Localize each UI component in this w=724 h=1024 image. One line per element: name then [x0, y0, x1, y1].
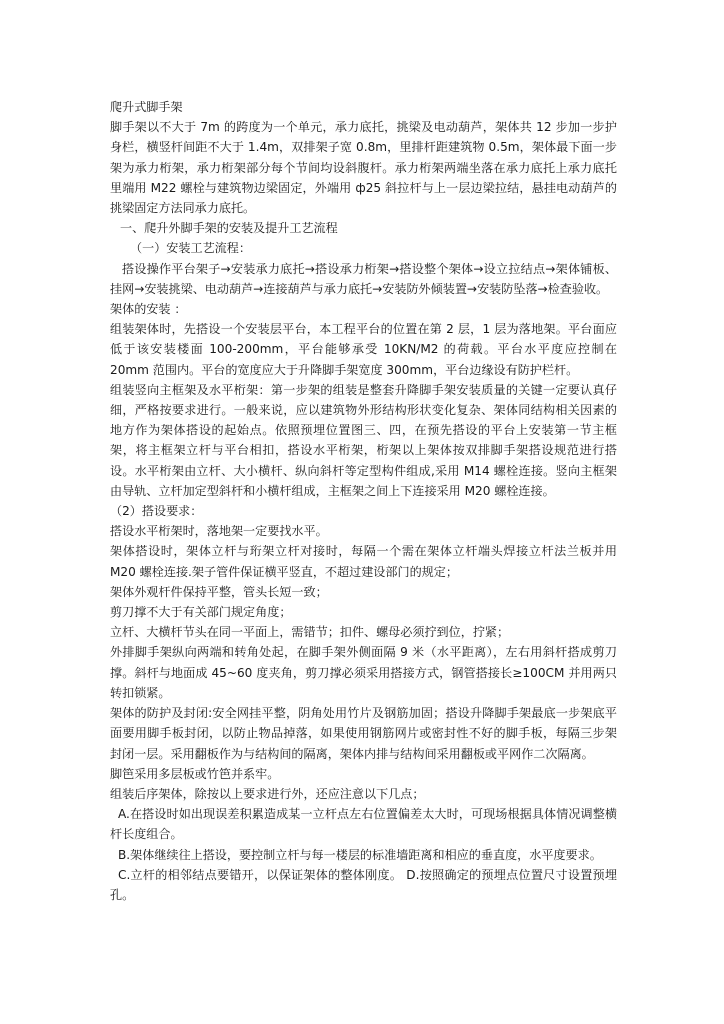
list-item: 搭设水平桁架时，落地架一定要找水平。	[110, 524, 328, 539]
document-title: 爬升式脚手架	[110, 100, 183, 114]
paragraph-platform: 组装架体时，先搭设一个安装层平台，本工程平台的位置在第 2 层，1 层为落地架。平台面应低于该安装楼面 100-200mm，平台能够承受 10KN/M2 的荷载。平台水平度应控制在 20mm 范围内。平台的宽度应大于升降脚手架宽度 300mm，平台边缘设有防护栏杆。	[110, 322, 617, 377]
list-item: 组装后序架体，除按以上要求进行外，还应注意以下几点；	[110, 786, 425, 801]
list-item: 架体搭设时，架体立杆与珩架立杆对接时，每隔一个需在架体立杆端头焊接立杆法兰板并用 M20 螺栓连接.架子管件保证横平竖直，不超过建设部门的规定；	[110, 544, 617, 579]
section-heading-1: 一、爬升外脚手架的安装及提升工艺流程	[120, 221, 338, 236]
document-body	[110, 97, 617, 905]
subsection-heading-1: （一）安装工艺流程：	[130, 241, 251, 256]
list-item: 外排脚手架纵向两端和转角处起，在脚手架外侧面隔 9 米（水平距离），左右用斜杆搭成剪刀撑。斜杆与地面成 45~60 度夹角，剪刀撑必须采用搭接方式，钢管搭接长≥100CM 并用两只转扣锁紧。	[110, 645, 617, 700]
subheading-installation: 架体的安装 ：	[110, 302, 187, 317]
list-item: 剪刀撑不大于有关部门规定角度；	[110, 605, 292, 620]
paragraph-process-flow: 搭设操作平台架子→安装承力底托→搭设承力桁架→搭设整个架体→设立拉结点→架体铺板、挂网→安装挑梁、电动葫芦→连接葫芦与承力底托→安装防外倾装置→安装防坠落→检查验收。	[110, 261, 617, 296]
note-b: B.架体继续往上搭设，要控制立杆与每一楼层的标准墙距离和相应的垂直度，水平度要求。	[118, 847, 602, 862]
list-item: 立杆、大横杆节头在同一平面上，需错节；扣件、螺母必须拧到位，拧紧；	[110, 625, 510, 640]
note-a: A.在搭设时如出现误差积累造成某一立杆点左右位置偏差太大时，可现场根据具体情况调整横杆长度组合。	[110, 807, 617, 842]
paragraph-intro: 脚手架以不大于 7m 的跨度为一个单元，承力底托，挑梁及电动葫芦，架体共 12 步加一步护身栏，横竖杆间距不大于 1.4m，双排架子宽 0.8m，里排杆距建筑物 0.5m，架体最下面一步架为承力桁架，承力桁架部分每个节间均设斜腹杆。承力桁架两端坐落在承力底托上承力底托里端用 M22 螺栓与建筑物边梁固定，外端用 ф25 斜拉杆与上一层边梁拉结，悬挂电动葫芦的挑梁固定方法同承力底托。	[110, 120, 617, 216]
list-item: 架体的防护及封闭:安全网挂平整，阴角处用竹片及钢筋加固；搭设升降脚手架最底一步架底平面要用脚手板封闭，以防止物品掉落，如果使用钢筋网片或密封性不好的脚手板，每隔三步架封闭一层。采用翻板作为与结构间的隔离，架体内排与结构间采用翻板或平网作二次隔离。	[110, 706, 617, 761]
list-item: 架体外观杆件保持平整，管头长短一致；	[110, 584, 328, 599]
subsection-heading-2: （2）搭设要求：	[110, 504, 203, 519]
paragraph-main-frame: 组装竖向主框架及水平桁架：第一步架的组装是整套升降脚手架安装质量的关键一定要认真仔细，严格按要求进行。一般来说，应以建筑物外形结构形状变化复杂、架体同结构相关因素的地方作为架体搭设的起始点。依照预埋位置图三、四，在预先搭设的平台上安装第一节主框架，将主框架立杆与平台相扣，搭设水平桁架，桁架以上架体按双排脚手架搭设规范进行搭设。水平桁架由立杆、大小横杆、纵向斜杆等定型构件组成,采用 M14 螺栓连接。竖向主框架由导轨、立杆加定型斜杆和小横杆组成，主框架之间上下连接采用 M20 螺栓连接。	[110, 382, 617, 498]
list-item: 脚笆采用多层板或竹笆并系牢。	[110, 766, 280, 781]
note-c-d: C.立杆的相邻结点要错开，以保证架体的整体刚度。 D.按照确定的预埋点位置尺寸设置预埋孔。	[110, 867, 617, 902]
